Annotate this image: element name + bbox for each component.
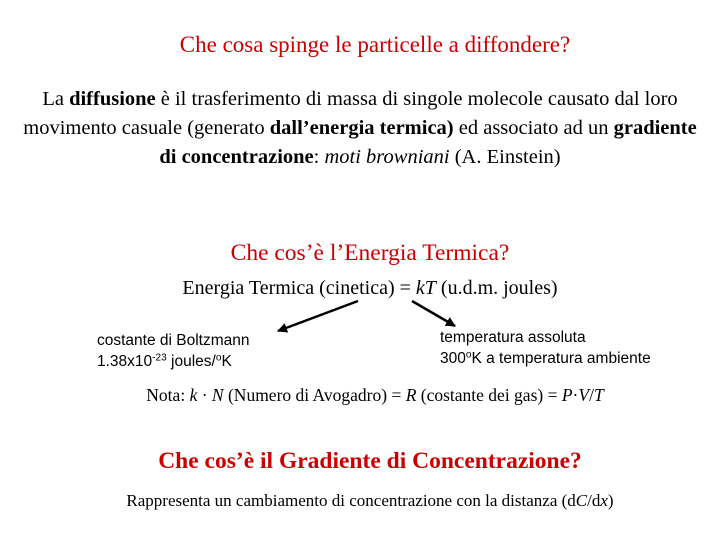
absolute-temperature-label: temperatura assoluta 300$^o$K a temperatura ambiente: [440, 329, 651, 367]
heading-concentration-gradient: Che cos’è il Gradiente di Concentrazione?: [158, 448, 582, 474]
heading-thermal-energy: Che cos’è l’Energia Termica?: [230, 240, 510, 266]
arrow-to-temperature: [412, 301, 455, 326]
thermal-energy-formula: Energia Termica (cinetica) = kT (u.d.m. joules): [182, 277, 558, 299]
avogadro-note: Nota: k · N (Numero di Avogadro) = R (costante dei gas) = P·V/T: [146, 385, 604, 405]
gradient-definition: Rappresenta un cambiamento di concentrazione con la distanza (dC/dx): [126, 491, 614, 510]
slide-title-diffusion: Che cosa spinge le particelle a diffondere?: [179, 32, 571, 57]
arrow-to-boltzmann: [278, 301, 358, 331]
boltzmann-constant-label: costante di Boltzmann $1.38x10^{-23}$ joules/$^o$K: [97, 332, 250, 370]
diffusion-definition: La diffusione è il trasferimento di massa di singole molecole causato dal loro movimento casuale (generato dall’energia termica) ed associato ad un gradiente di concentrazione: moti browniani (A. Einstein): [23, 88, 697, 168]
